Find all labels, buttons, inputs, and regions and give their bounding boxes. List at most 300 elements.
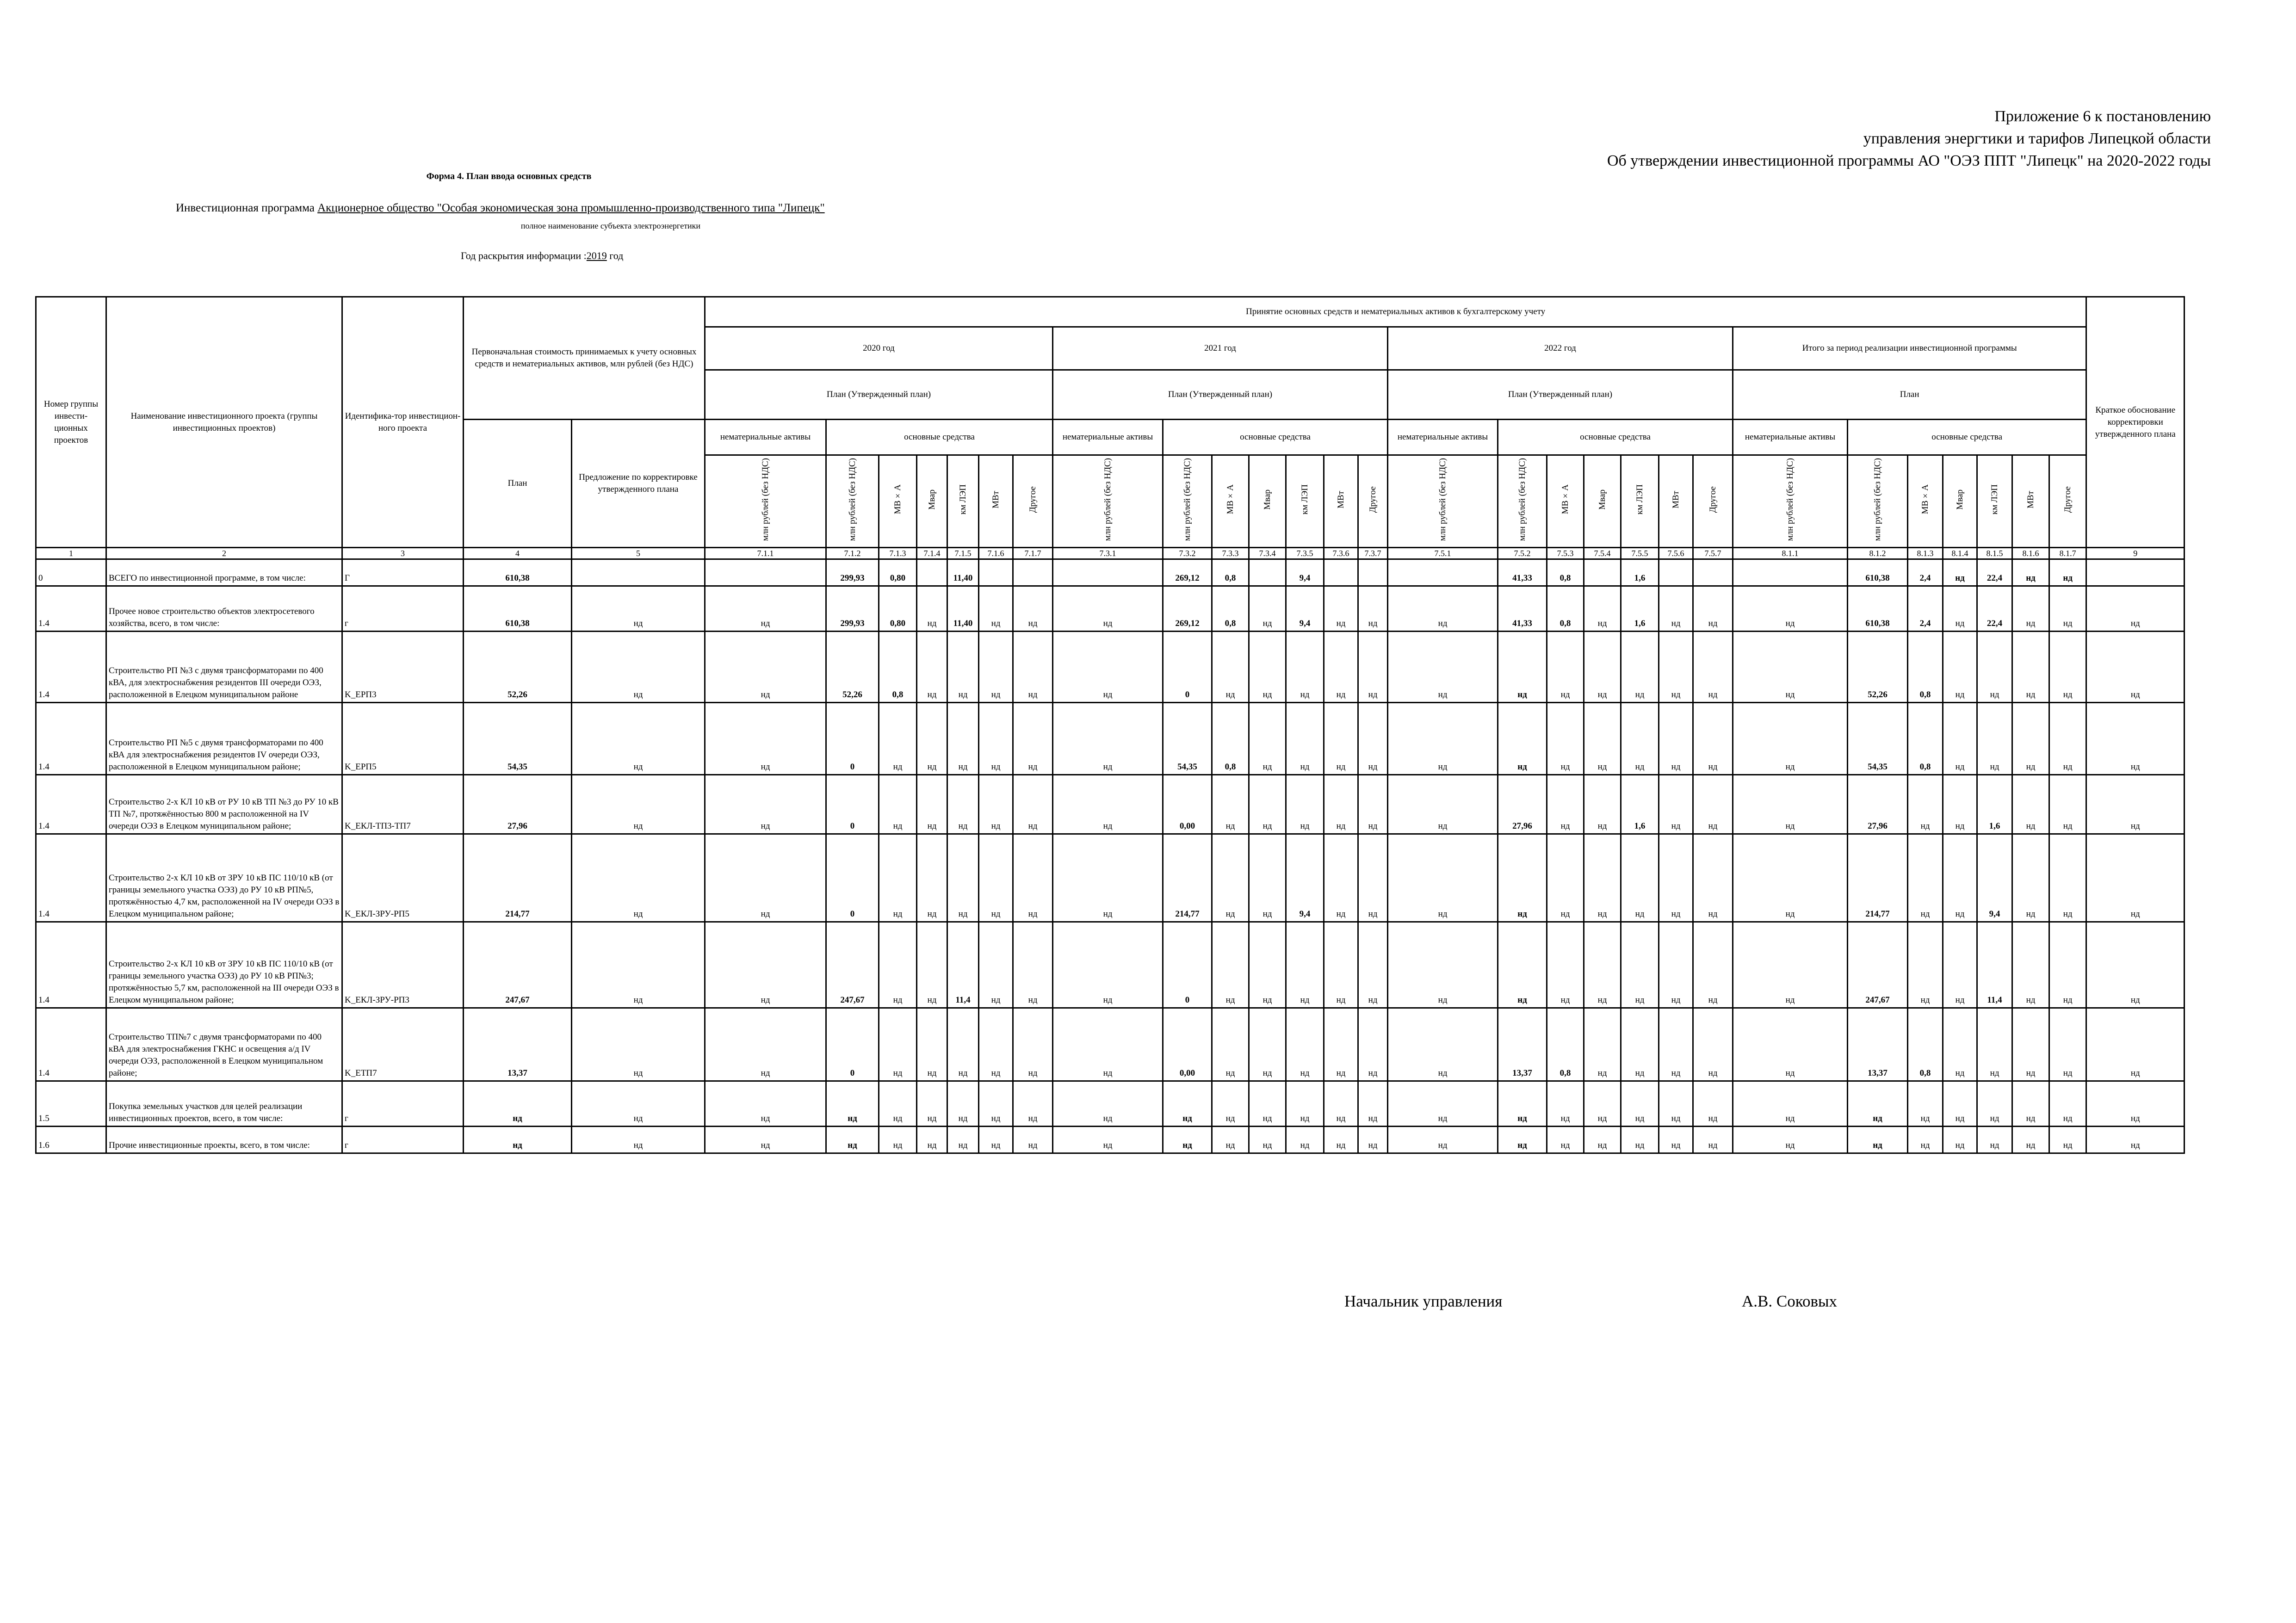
table-cell: нд xyxy=(1324,922,1358,1008)
table-cell: 2,4 xyxy=(1908,559,1943,586)
column-number: 7.1.1 xyxy=(705,548,826,559)
table-cell: нд xyxy=(1358,703,1388,775)
unit-label: млн рублей (без НДС) xyxy=(847,458,857,541)
table-cell: нд xyxy=(1908,1081,1943,1127)
unit-label: МВ×А xyxy=(1225,484,1235,514)
table-cell: 0,80 xyxy=(879,559,917,586)
table-cell: 0,8 xyxy=(879,632,917,703)
signature-name: А.В. Соковых xyxy=(1742,1292,1837,1310)
disclosure-label: Год раскрытия информации : xyxy=(461,250,587,261)
column-number: 8.1.6 xyxy=(2012,548,2049,559)
table-cell: 1.4 xyxy=(36,1008,106,1081)
unit-header xyxy=(1908,455,1943,548)
table-cell: K_ЕТП7 xyxy=(342,1008,464,1081)
table-cell: нд xyxy=(1584,922,1621,1008)
table-cell: нд xyxy=(979,1008,1013,1081)
table-cell: нд xyxy=(1388,922,1498,1008)
project-name-cell: Строительство 2-х КЛ 10 кВ от ЗРУ 10 кВ ПС 110/10 кВ (от границы земельного участка ОЭЗ) до РУ 10 кВ РП№3; протяжённостью 5,7 км, расположенной на III очереди ОЭЗ в Елецком муниципальном районе; xyxy=(106,922,342,1008)
table-row xyxy=(36,1008,2185,1081)
table-cell: 41,33 xyxy=(1498,559,1547,586)
table-cell: 299,93 xyxy=(826,586,879,632)
table-cell: нд xyxy=(1324,1081,1358,1127)
table-cell: нд xyxy=(826,1081,879,1127)
table-cell: нд xyxy=(1013,703,1053,775)
table-cell: нд xyxy=(917,1127,947,1153)
table-cell: 0,00 xyxy=(1163,1008,1212,1081)
column-number: 4 xyxy=(464,548,572,559)
unit-header xyxy=(1249,455,1286,548)
table-cell: нд xyxy=(979,1127,1013,1153)
table-cell: 1,6 xyxy=(1621,775,1659,834)
table-cell: 0,8 xyxy=(1908,1008,1943,1081)
table-cell: 54,35 xyxy=(1163,703,1212,775)
table-cell: нд xyxy=(1388,1008,1498,1081)
table-cell: нд xyxy=(1053,922,1163,1008)
table-cell: 1.4 xyxy=(36,586,106,632)
table-cell: нд xyxy=(1212,1008,1249,1081)
table-cell: нд xyxy=(572,1127,705,1153)
table-cell: нд xyxy=(2012,834,2049,922)
table-cell: 1,6 xyxy=(1977,775,2012,834)
table-cell: нд xyxy=(1358,632,1388,703)
table-cell xyxy=(2086,559,2185,586)
table-cell: 0 xyxy=(1163,632,1212,703)
column-number: 7.5.5 xyxy=(1621,548,1659,559)
table-cell: нд xyxy=(1053,834,1163,922)
table-cell: 54,35 xyxy=(1848,703,1908,775)
table-cell: нд xyxy=(1584,632,1621,703)
table-cell: нд xyxy=(1324,1127,1358,1153)
table-cell: 1.4 xyxy=(36,775,106,834)
table-row xyxy=(36,586,2185,632)
table-cell: нд xyxy=(917,703,947,775)
table-cell: 214,77 xyxy=(1848,834,1908,922)
table-cell: нд xyxy=(1286,775,1324,834)
table-cell: нд xyxy=(2049,559,2086,586)
table-cell: 610,38 xyxy=(464,586,572,632)
column-number: 7.3.3 xyxy=(1212,548,1249,559)
table-cell: нд xyxy=(1547,1127,1584,1153)
column-number: 5 xyxy=(572,548,705,559)
column-number: 7.3.4 xyxy=(1249,548,1286,559)
unit-header xyxy=(2049,455,2086,548)
table-cell: K_ЕРП5 xyxy=(342,703,464,775)
table-cell: нд xyxy=(1659,703,1693,775)
unit-label: млн рублей (без НДС) xyxy=(1785,458,1795,541)
table-cell: нд xyxy=(1388,1081,1498,1127)
table-cell: нд xyxy=(1693,632,1733,703)
table-cell: 22,4 xyxy=(1977,559,2012,586)
table-cell: 11,4 xyxy=(1977,922,2012,1008)
table-cell: нд xyxy=(1547,1081,1584,1127)
table-cell: нд xyxy=(2049,586,2086,632)
table-cell: нд xyxy=(1013,834,1053,922)
table-cell: г xyxy=(342,1081,464,1127)
table-cell: нд xyxy=(1943,1008,1977,1081)
fixed-assets-header: основные средства xyxy=(1498,420,1733,455)
table-cell: 0,80 xyxy=(879,586,917,632)
table-cell: нд xyxy=(705,632,826,703)
table-cell: нд xyxy=(1358,586,1388,632)
table-cell: нд xyxy=(1659,1008,1693,1081)
table-cell: нд xyxy=(705,834,826,922)
table-cell: нд xyxy=(947,1081,979,1127)
table-cell: нд xyxy=(1358,1127,1388,1153)
column-number: 7.3.5 xyxy=(1286,548,1324,559)
table-cell: нд xyxy=(1977,703,2012,775)
col-header-plan: План xyxy=(464,420,572,548)
table-cell: нд xyxy=(1908,775,1943,834)
table-cell: нд xyxy=(1848,1081,1908,1127)
table-cell: нд xyxy=(1212,834,1249,922)
table-cell: нд xyxy=(705,586,826,632)
table-cell: K_ЕКЛ-ТП3-ТП7 xyxy=(342,775,464,834)
table-row xyxy=(36,775,2185,834)
table-cell: нд xyxy=(1053,586,1163,632)
table-cell: нд xyxy=(1163,1081,1212,1127)
unit-label: млн рублей (без НДС) xyxy=(760,458,770,541)
table-cell: нд xyxy=(1621,1127,1659,1153)
table-cell: нд xyxy=(2049,632,2086,703)
table-cell: 11,40 xyxy=(947,586,979,632)
unit-header xyxy=(947,455,979,548)
table-cell: 13,37 xyxy=(464,1008,572,1081)
col-header-initial-cost: Первоначальная стоимость принимаемых к учету основных средств и нематериальных активов, млн рублей (без НДС) xyxy=(464,297,705,420)
table-cell: нд xyxy=(879,1127,917,1153)
table-cell: нд xyxy=(879,1081,917,1127)
table-cell: 214,77 xyxy=(464,834,572,922)
table-cell: 52,26 xyxy=(464,632,572,703)
table-cell: нд xyxy=(1547,632,1584,703)
table-cell: нд xyxy=(1693,922,1733,1008)
table-cell: нд xyxy=(1358,922,1388,1008)
table-cell: 0 xyxy=(36,559,106,586)
table-cell: нд xyxy=(1498,922,1547,1008)
table-cell: нд xyxy=(2086,922,2185,1008)
table-cell: нд xyxy=(1733,1081,1848,1127)
table-cell: нд xyxy=(2012,922,2049,1008)
fixed-assets-header: основные средства xyxy=(1163,420,1388,455)
unit-header xyxy=(1848,455,1908,548)
table-cell: нд xyxy=(1498,834,1547,922)
column-number: 7.5.1 xyxy=(1388,548,1498,559)
table-cell: 52,26 xyxy=(826,632,879,703)
table-cell: 299,93 xyxy=(826,559,879,586)
column-number: 7.5.6 xyxy=(1659,548,1693,559)
table-cell: нд xyxy=(1249,834,1286,922)
table-cell: 2,4 xyxy=(1908,586,1943,632)
table-cell: нд xyxy=(947,632,979,703)
table-cell: нд xyxy=(1249,775,1286,834)
program-name: Акционерное общество "Особая экономическая зона промышленно-производственного типа "Липецк" xyxy=(317,202,825,214)
table-cell: нд xyxy=(2049,775,2086,834)
table-cell: нд xyxy=(1908,1127,1943,1153)
unit-header xyxy=(1584,455,1621,548)
unit-header xyxy=(1286,455,1324,548)
table-cell xyxy=(979,559,1013,586)
table-row xyxy=(36,632,2185,703)
table-cell: 0,8 xyxy=(1547,586,1584,632)
table-cell: нд xyxy=(1693,1008,1733,1081)
table-cell: нд xyxy=(1943,834,1977,922)
table-cell: 22,4 xyxy=(1977,586,2012,632)
table-cell: 610,38 xyxy=(464,559,572,586)
year-header: 2021 год xyxy=(1053,327,1388,370)
table-cell: 54,35 xyxy=(464,703,572,775)
intangible-assets-header: нематериальные активы xyxy=(1733,420,1848,455)
project-name-cell: Покупка земельных участков для целей реализации инвестиционных проектов, всего, в том числе: xyxy=(106,1081,342,1127)
unit-label: км ЛЭП xyxy=(958,484,968,515)
table-cell: нд xyxy=(1733,775,1848,834)
table-cell: 0,8 xyxy=(1908,703,1943,775)
plan-type-header: План xyxy=(1733,370,2086,420)
unit-label: Другое xyxy=(1368,486,1378,513)
table-row xyxy=(36,1081,2185,1127)
column-number: 8.1.7 xyxy=(2049,548,2086,559)
table-cell: 247,67 xyxy=(1848,922,1908,1008)
table-cell: нд xyxy=(572,775,705,834)
table-cell: нд xyxy=(1324,1008,1358,1081)
table-cell: 9,4 xyxy=(1977,834,2012,922)
unit-label: Мвар xyxy=(1597,489,1607,510)
table-cell: 1.4 xyxy=(36,834,106,922)
table-cell: нд xyxy=(1286,632,1324,703)
column-number: 8.1.1 xyxy=(1733,548,1848,559)
table-cell: нд xyxy=(879,1008,917,1081)
table-cell: нд xyxy=(2049,1081,2086,1127)
table-cell: нд xyxy=(917,632,947,703)
table-cell: нд xyxy=(1943,775,1977,834)
column-number: 7.5.4 xyxy=(1584,548,1621,559)
table-cell: нд xyxy=(1358,775,1388,834)
table-cell: нд xyxy=(979,1081,1013,1127)
intangible-assets-header: нематериальные активы xyxy=(1053,420,1163,455)
column-number: 7.3.1 xyxy=(1053,548,1163,559)
table-cell: нд xyxy=(1498,703,1547,775)
table-cell: нд xyxy=(705,1127,826,1153)
table-cell: 0 xyxy=(826,775,879,834)
table-cell: 610,38 xyxy=(1848,586,1908,632)
column-number: 2 xyxy=(106,548,342,559)
table-cell: г xyxy=(342,586,464,632)
table-cell: нд xyxy=(917,775,947,834)
unit-header xyxy=(1693,455,1733,548)
table-cell: нд xyxy=(1249,922,1286,1008)
table-cell: нд xyxy=(2086,586,2185,632)
table-cell: нд xyxy=(1013,632,1053,703)
column-number: 7.1.4 xyxy=(917,548,947,559)
plan-type-header: План (Утвержденный план) xyxy=(1388,370,1733,420)
col-header-project-id: Идентифика-тор инвестицион-ного проекта xyxy=(342,297,464,548)
unit-label: Мвар xyxy=(1955,489,1965,510)
table-cell: нд xyxy=(2049,922,2086,1008)
table-cell: нд xyxy=(1324,586,1358,632)
table-cell: нд xyxy=(1977,1081,2012,1127)
table-cell: 0 xyxy=(1163,922,1212,1008)
table-cell: нд xyxy=(1249,632,1286,703)
table-cell: нд xyxy=(1943,1127,1977,1153)
table-cell: нд xyxy=(1977,632,2012,703)
unit-label: км ЛЭП xyxy=(1989,484,1999,515)
table-cell: нд xyxy=(1547,834,1584,922)
unit-header xyxy=(917,455,947,548)
table-cell: нд xyxy=(1286,1127,1324,1153)
table-cell: нд xyxy=(879,775,917,834)
table-cell: нд xyxy=(1943,586,1977,632)
table-cell: 1.6 xyxy=(36,1127,106,1153)
table-cell: нд xyxy=(1358,1008,1388,1081)
table-cell xyxy=(1358,559,1388,586)
table-cell: нд xyxy=(572,586,705,632)
column-number: 7.3.6 xyxy=(1324,548,1358,559)
table-cell: нд xyxy=(1388,1127,1498,1153)
table-cell: нд xyxy=(1053,775,1163,834)
table-cell: нд xyxy=(1286,1081,1324,1127)
table-cell: нд xyxy=(1659,834,1693,922)
unit-label: МВт xyxy=(1336,490,1346,508)
table-cell: K_ЕКЛ-ЗРУ-РП5 xyxy=(342,834,464,922)
column-number: 7.1.6 xyxy=(979,548,1013,559)
fixed-assets-header: основные средства xyxy=(1848,420,2086,455)
table-cell: нд xyxy=(1693,1081,1733,1127)
table-cell: нд xyxy=(1733,632,1848,703)
unit-label: км ЛЭП xyxy=(1300,484,1310,515)
appendix-line: Приложение 6 к постановлению xyxy=(1994,108,2211,125)
table-cell: нд xyxy=(979,586,1013,632)
table-cell xyxy=(1249,559,1286,586)
table-cell: нд xyxy=(1498,1127,1547,1153)
unit-label: км ЛЭП xyxy=(1634,484,1645,515)
table-cell: нд xyxy=(1659,775,1693,834)
table-cell: нд xyxy=(2086,834,2185,922)
year-header: Итого за период реализации инвестиционной программы xyxy=(1733,327,2086,370)
table-cell: нд xyxy=(1621,1081,1659,1127)
table-cell xyxy=(1388,559,1498,586)
table-cell: 11,4 xyxy=(947,922,979,1008)
plan-type-header: План (Утвержденный план) xyxy=(705,370,1053,420)
table-cell: нд xyxy=(705,1008,826,1081)
table-cell: 0,8 xyxy=(1212,703,1249,775)
table-cell: нд xyxy=(1693,586,1733,632)
column-number: 7.1.5 xyxy=(947,548,979,559)
table-cell: нд xyxy=(1013,775,1053,834)
table-cell: нд xyxy=(1358,1081,1388,1127)
table-cell: нд xyxy=(1733,834,1848,922)
table-cell: нд xyxy=(1388,775,1498,834)
table-cell: нд xyxy=(1388,632,1498,703)
table-cell xyxy=(1324,559,1358,586)
disclosure-suffix: год xyxy=(606,250,624,261)
table-cell: нд xyxy=(979,922,1013,1008)
unit-header xyxy=(1733,455,1848,548)
unit-header xyxy=(1977,455,2012,548)
fixed-assets-header: основные средства xyxy=(826,420,1053,455)
table-cell: нд xyxy=(1733,1127,1848,1153)
table-cell: нд xyxy=(947,775,979,834)
table-cell: нд xyxy=(947,703,979,775)
table-cell xyxy=(1659,559,1693,586)
table-cell: нд xyxy=(1212,1127,1249,1153)
project-name-cell: Строительство 2-х КЛ 10 кВ от ЗРУ 10 кВ ПС 110/10 кВ (от границы земельного участка ОЭЗ) до РУ 10 кВ РП№5, протяжённостью 4,7 км, расположенной на IV очереди ОЭЗ в Елецком муниципальном районе; xyxy=(106,834,342,922)
table-cell: 0,8 xyxy=(1547,1008,1584,1081)
table-cell: нд xyxy=(1659,1081,1693,1127)
table-cell: нд xyxy=(1358,834,1388,922)
unit-header xyxy=(1053,455,1163,548)
table-cell xyxy=(1053,559,1163,586)
table-cell: нд xyxy=(2086,703,2185,775)
column-number: 9 xyxy=(2086,548,2185,559)
table-cell: 27,96 xyxy=(1498,775,1547,834)
table-cell: нд xyxy=(2012,775,2049,834)
table-cell: нд xyxy=(572,1081,705,1127)
unit-label: млн рублей (без НДС) xyxy=(1182,458,1192,541)
table-cell: нд xyxy=(1053,1008,1163,1081)
table-cell: нд xyxy=(917,922,947,1008)
table-cell: нд xyxy=(979,834,1013,922)
table-cell xyxy=(1693,559,1733,586)
unit-header xyxy=(1659,455,1693,548)
unit-header xyxy=(1212,455,1249,548)
col-header-justification: Краткое обоснование корректировки утвержденного плана xyxy=(2086,297,2185,548)
table-cell: нд xyxy=(1621,703,1659,775)
unit-header xyxy=(1943,455,1977,548)
unit-label: Другое xyxy=(1027,486,1038,513)
table-cell: 0,8 xyxy=(1212,559,1249,586)
project-name-cell: Строительство ТП№7 с двумя трансформаторами по 400 кВА для электроснабжения ГКНС и освещения а/д IV очереди ОЭЗ, расположенной в Елецком муниципальном районе; xyxy=(106,1008,342,1081)
unit-header xyxy=(1621,455,1659,548)
table-cell: нд xyxy=(1324,632,1358,703)
table-cell: нд xyxy=(2012,632,2049,703)
unit-label: МВ×А xyxy=(892,484,903,514)
table-cell: 13,37 xyxy=(1848,1008,1908,1081)
table-cell: нд xyxy=(1584,586,1621,632)
table-cell: нд xyxy=(1324,834,1358,922)
table-cell: 1.4 xyxy=(36,632,106,703)
table-cell: нд xyxy=(1977,1008,2012,1081)
table-cell: нд xyxy=(1621,1008,1659,1081)
table-cell: нд xyxy=(1584,703,1621,775)
fixed-assets-plan-table xyxy=(35,296,2185,1154)
table-cell: нд xyxy=(705,703,826,775)
table-cell xyxy=(917,559,947,586)
column-number: 7.1.7 xyxy=(1013,548,1053,559)
table-cell: нд xyxy=(1249,703,1286,775)
table-cell: нд xyxy=(917,1081,947,1127)
table-cell: нд xyxy=(1621,834,1659,922)
unit-label: МВ×А xyxy=(1920,484,1930,514)
table-cell: нд xyxy=(1324,775,1358,834)
disclosure-year: 2019 xyxy=(586,250,607,261)
table-cell: нд xyxy=(917,586,947,632)
table-cell: нд xyxy=(1733,586,1848,632)
table-cell: нд xyxy=(1733,703,1848,775)
unit-header xyxy=(705,455,826,548)
column-number: 8.1.2 xyxy=(1848,548,1908,559)
table-cell: нд xyxy=(1013,1127,1053,1153)
unit-label: Мвар xyxy=(927,489,937,510)
table-cell: нд xyxy=(1943,559,1977,586)
table-cell: нд xyxy=(1249,1008,1286,1081)
table-cell: 52,26 xyxy=(1848,632,1908,703)
table-cell: нд xyxy=(1286,703,1324,775)
project-name-cell: Прочие инвестиционные проекты, всего, в том числе: xyxy=(106,1127,342,1153)
table-cell xyxy=(705,559,826,586)
unit-label: МВ×А xyxy=(1560,484,1570,514)
unit-header xyxy=(1498,455,1547,548)
table-cell: нд xyxy=(1249,1081,1286,1127)
table-cell: нд xyxy=(1547,775,1584,834)
table-cell: 9,4 xyxy=(1286,586,1324,632)
